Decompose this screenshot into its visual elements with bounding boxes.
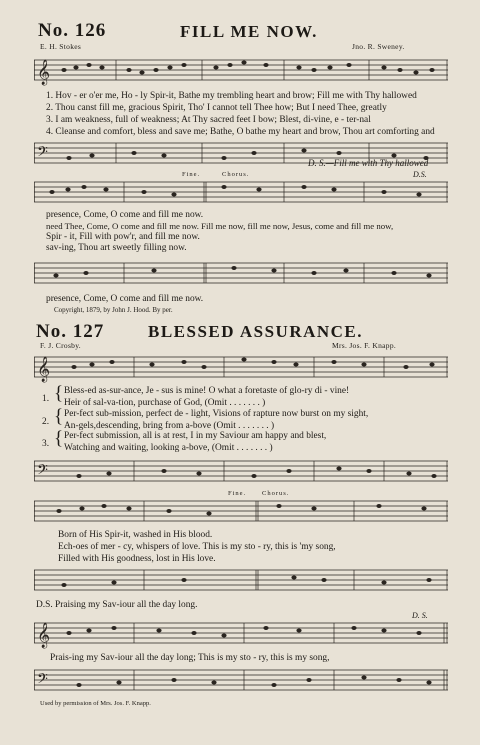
hymn-127-v1-a: Bless-ed as-sur-ance, Je - sus is mine! O what a foretaste of glo-ry di - vine! — [64, 386, 350, 396]
hymn-127-num-1: 1. — [42, 394, 50, 404]
hymn-127-ds-line: D.S. Praising my Sav-iour all the day long. — [36, 600, 198, 610]
hymn-127-v3-b: Watching and waiting, looking a-bove, (Omit . . . . . . . ) — [64, 443, 273, 453]
hymn-126-title: FILL ME NOW. — [180, 22, 318, 41]
svg-text:𝄞: 𝄞 — [37, 623, 51, 648]
hymn-127-composer: Mrs. Jos. F. Knapp. — [332, 341, 397, 350]
hymn-126-fine-label: Fine. — [182, 171, 201, 178]
hymn-127-v1-b: Heir of sal-va-tion, purchase of God, (Omit . . . . . . . ) — [64, 398, 266, 408]
music-staff-9 — [34, 616, 448, 650]
svg-text:𝄢: 𝄢 — [37, 462, 48, 482]
hymn-126-verse-3: 3. I am weakness, full of weakness; At Thy sacred feet I bow; Blest, di-vine, e - ter-nal — [46, 115, 371, 125]
hymn-127-cont-1: Born of His Spir-it, washed in His blood. — [58, 530, 213, 540]
music-staff-4 — [34, 255, 448, 291]
hymn-126-number: No. 126 — [38, 20, 107, 41]
hymn-127-num-2: 2. — [42, 417, 50, 427]
music-staff-7 — [34, 494, 448, 528]
hymn-127-v3-a: Per-fect submission, all is at rest, I in my Saviour am happy and blest, — [64, 431, 327, 441]
music-staff-3 — [34, 177, 448, 209]
hymn-127-title: BLESSED ASSURANCE. — [148, 322, 364, 341]
hymn-126-cont-3: Spir - it, Fill with pow'r, and fill me now. — [46, 232, 200, 242]
hymn-126-composer: Jno. R. Sweney. — [352, 42, 405, 51]
svg-text:𝄢: 𝄢 — [37, 144, 48, 164]
hymn-127-num-3: 3. — [42, 439, 50, 449]
hymn-127-cont-3: Filled with His goodness, lost in His love. — [58, 554, 216, 564]
hymn-127-cont-2: Ech-oes of mer - cy, whispers of love. This is my sto - ry, this is 'my song, — [58, 542, 336, 552]
hymn-126-author: E. H. Stokes — [40, 42, 82, 51]
verse-brace-2: { — [54, 406, 64, 427]
hymn-126-verse-4: 4. Cleanse and comfort, bless and save me; Bathe, O bathe my heart and brow, Thou art comforting and — [46, 127, 435, 137]
hymn-127-v2-b: An-gels,descending, bring from a-bove (Omit . . . . . . . ) — [64, 421, 275, 431]
hymn-126-verse-1: 1. Hov - er o'er me, Ho - ly Spir-it, Bathe my trembling heart and brow; Fill me with Thy hallowed — [46, 91, 417, 101]
music-staff-6 — [34, 456, 448, 486]
hymn-127-v2-a: Per-fect sub-mission, perfect de - light, Visions of rapture now burst on my sight, — [64, 409, 369, 419]
hymn-126-ds-line: D. S.—Fill me with Thy hallowed — [308, 158, 429, 168]
verse-brace-1: { — [54, 383, 64, 404]
hymn-126-cont-1: presence, Come, O come and fill me now. — [46, 210, 204, 220]
hymn-126-cont-2: need Thee, Come, O come and fill me now. Fill me now, fill me now, Jesus, come and fill me now, — [46, 221, 394, 231]
svg-text:𝄢: 𝄢 — [37, 671, 48, 691]
hymn-127-chorus-label: Chorus. — [262, 490, 290, 497]
hymn-127-author: F. J. Crosby. — [40, 341, 81, 350]
hymn-127-number: No. 127 — [36, 321, 105, 342]
music-staff-5 — [34, 349, 448, 385]
hymn-126-ds-end: presence, Come, O come and fill me now. — [46, 294, 204, 304]
hymn-127-ds-mark: D. S. — [412, 611, 428, 620]
hymn-127-fine-label: Fine. — [228, 490, 247, 497]
hymn-126-verse-2: 2. Thou canst fill me, gracious Spirit, Tho' I cannot tell Thee how; But I need Thee, greatly — [46, 103, 387, 113]
music-staff-1 — [34, 52, 448, 88]
hymn-126-cont-4: sav-ing, Thou art sweetly filling now. — [46, 243, 187, 253]
svg-text:𝄞: 𝄞 — [37, 60, 51, 85]
hymn-127-chorus-line: Prais-ing my Sav-iour all the day long; This is my sto - ry, this is my song, — [50, 653, 330, 663]
music-staff-10 — [34, 665, 448, 695]
hymn-126-chorus-label: Chorus. — [222, 171, 250, 178]
music-staff-8 — [34, 565, 448, 597]
hymn-127-footer: Used by permission of Mrs. Jos. F. Knapp. — [40, 700, 151, 707]
verse-brace-3: { — [54, 428, 64, 449]
hymn-126-ds-mark: D.S. — [413, 170, 427, 179]
hymn-126-copyright: Copyright, 1879, by John J. Hood. By per. — [54, 306, 173, 314]
svg-text:𝄞: 𝄞 — [37, 357, 51, 382]
